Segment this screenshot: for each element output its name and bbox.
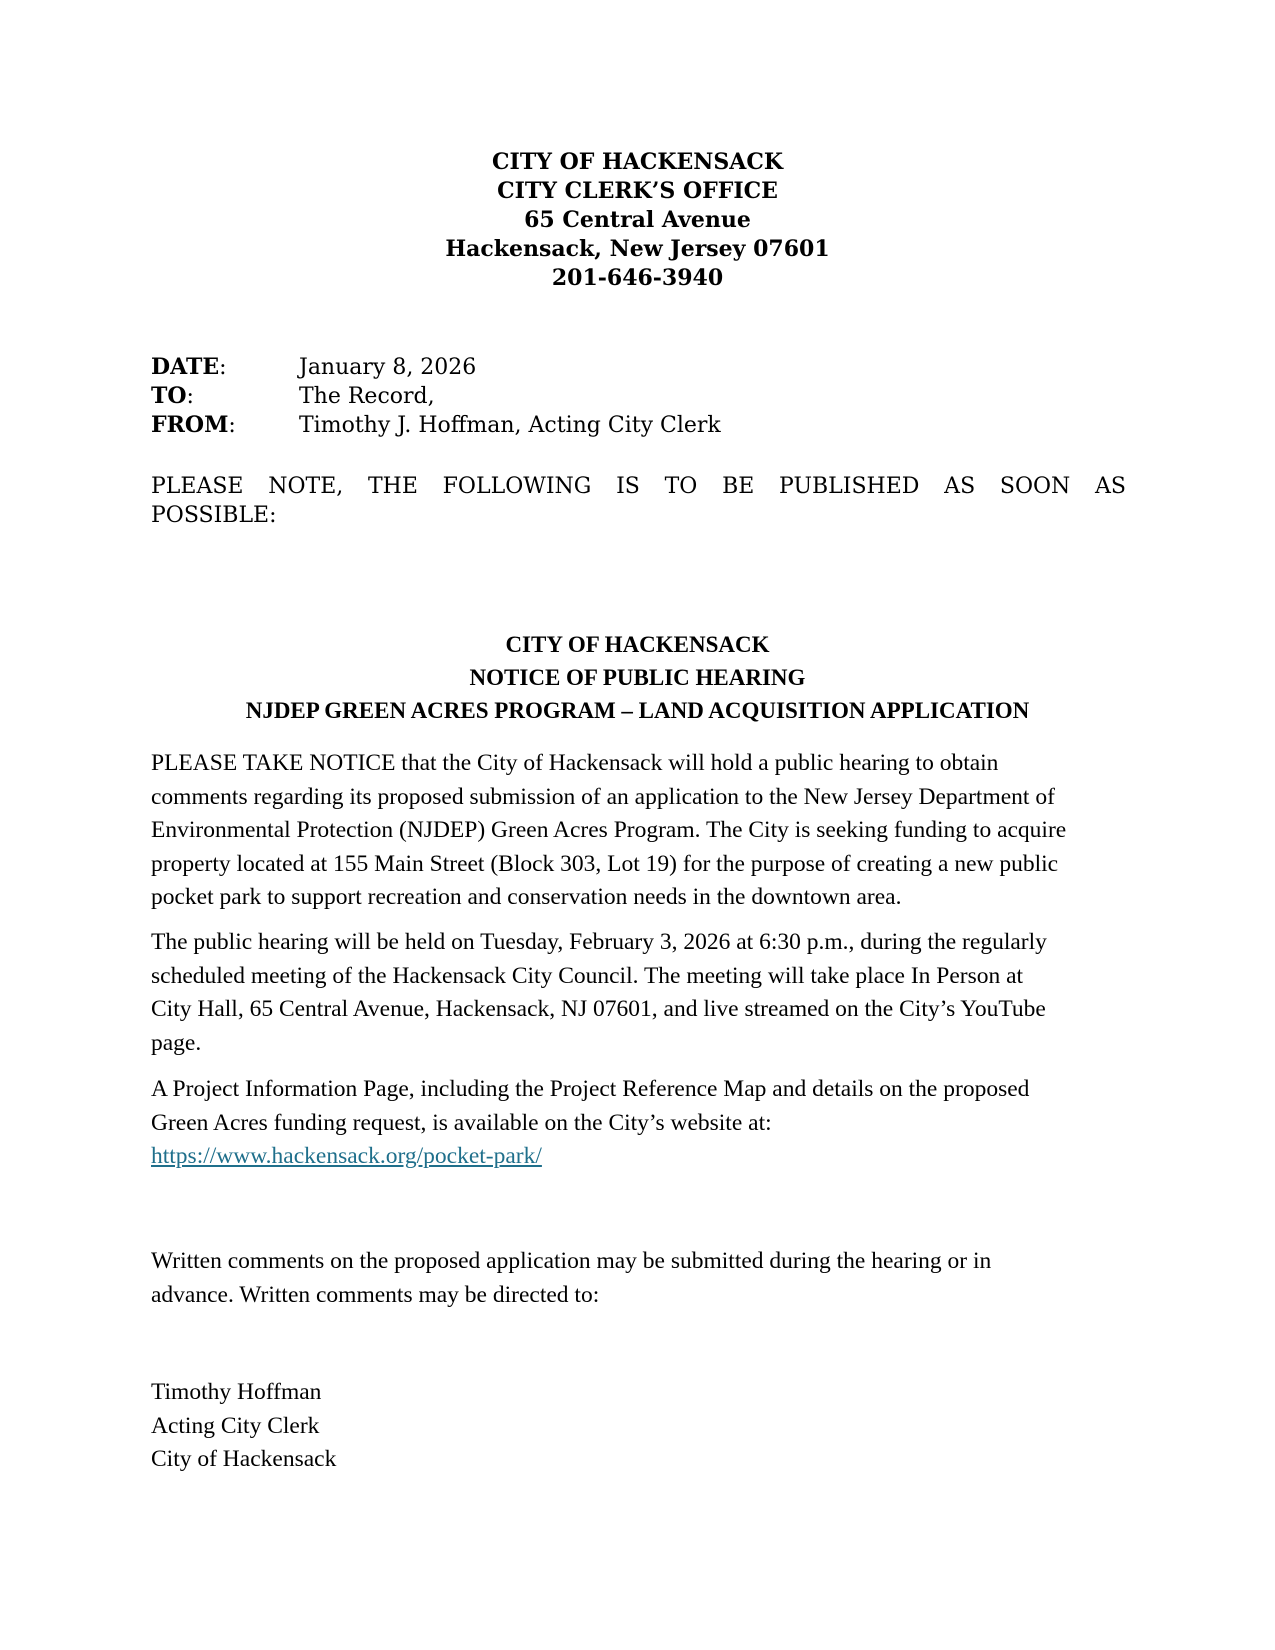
memo-to-value: The Record, xyxy=(299,384,435,409)
paragraph-line: comments regarding its proposed submission of an application to the New Jersey Department of xyxy=(151,783,1055,810)
publish-note-line1: PLEASE NOTE, THE FOLLOWING IS TO BE PUBLISHED AS SOON AS xyxy=(151,474,1126,499)
paragraph-line: Green Acres funding request, is available on the City’s website at: xyxy=(151,1109,772,1136)
paragraph-line: page. xyxy=(151,1029,202,1056)
memo-from-key: FROM xyxy=(151,412,229,438)
notice-heading-city: CITY OF HACKENSACK xyxy=(505,632,770,657)
letterhead xyxy=(0,148,1275,293)
paragraph-line: scheduled meeting of the Hackensack City Council. The meeting will take place In Person at xyxy=(151,962,1024,989)
paragraph-line: A Project Information Page, including the Project Reference Map and details on the proposed xyxy=(151,1076,1030,1102)
memo-date-row: DATE: January 8, 2026 xyxy=(151,353,1131,382)
memo-date-key: DATE xyxy=(151,354,220,380)
notice-heading xyxy=(0,628,1275,727)
signature-block xyxy=(151,1376,1136,1477)
memo-block xyxy=(151,353,1131,440)
memo-from-row: FROM: Timothy J. Hoffman, Acting City Clerk xyxy=(151,411,1131,440)
paragraph-line: advance. Written comments may be directed to: xyxy=(151,1281,600,1308)
signature-name: Timothy Hoffman xyxy=(151,1379,322,1405)
memo-to-key: TO xyxy=(151,383,187,409)
publish-note xyxy=(151,472,1126,530)
publish-note-line2: POSSIBLE: xyxy=(151,503,277,528)
paragraph-line: PLEASE TAKE NOTICE that the City of Hackensack will hold a public hearing to obtain xyxy=(151,750,999,776)
paragraph-line: Written comments on the proposed application may be submitted during the hearing or in xyxy=(151,1248,992,1274)
signature-title: Acting City Clerk xyxy=(151,1412,320,1439)
notice-paragraph-4 xyxy=(151,1245,1136,1312)
memo-date-value: January 8, 2026 xyxy=(299,355,477,380)
paragraph-line: The public hearing will be held on Tuesday, February 3, 2026 at 6:30 p.m., during the regularly xyxy=(151,929,1047,955)
signature-org: City of Hackensack xyxy=(151,1446,337,1472)
notice-heading-title: NOTICE OF PUBLIC HEARING xyxy=(469,665,806,690)
project-info-link[interactable]: https://www.hackensack.org/pocket-park/ xyxy=(151,1143,542,1169)
paragraph-line: City Hall, 65 Central Avenue, Hackensack, NJ 07601, and live streamed on the City’s YouTube xyxy=(151,996,1046,1022)
paragraph-line: Environmental Protection (NJDEP) Green Acres Program. The City is seeking funding to acquire xyxy=(151,817,1067,843)
memo-to-row: TO: The Record, xyxy=(151,382,1131,411)
letterhead-street: 65 Central Avenue xyxy=(524,207,751,233)
letterhead-city-state: Hackensack, New Jersey 07601 xyxy=(445,236,830,262)
paragraph-line: pocket park to support recreation and conservation needs in the downtown area. xyxy=(151,884,902,910)
paragraph-line: property located at 155 Main Street (Block 303, Lot 19) for the purpose of creating a new public xyxy=(151,850,1059,877)
letterhead-phone: 201-646-3940 xyxy=(551,265,724,291)
notice-paragraph-2 xyxy=(151,926,1136,1060)
letterhead-office: CITY CLERK’S OFFICE xyxy=(497,178,778,204)
notice-heading-program: NJDEP GREEN ACRES PROGRAM – LAND ACQUISITION APPLICATION xyxy=(245,698,1030,723)
notice-paragraph-1 xyxy=(151,747,1136,915)
letterhead-city: CITY OF HACKENSACK xyxy=(492,149,783,175)
memo-from-value: Timothy J. Hoffman, Acting City Clerk xyxy=(299,413,721,438)
notice-paragraph-3 xyxy=(151,1073,1136,1174)
